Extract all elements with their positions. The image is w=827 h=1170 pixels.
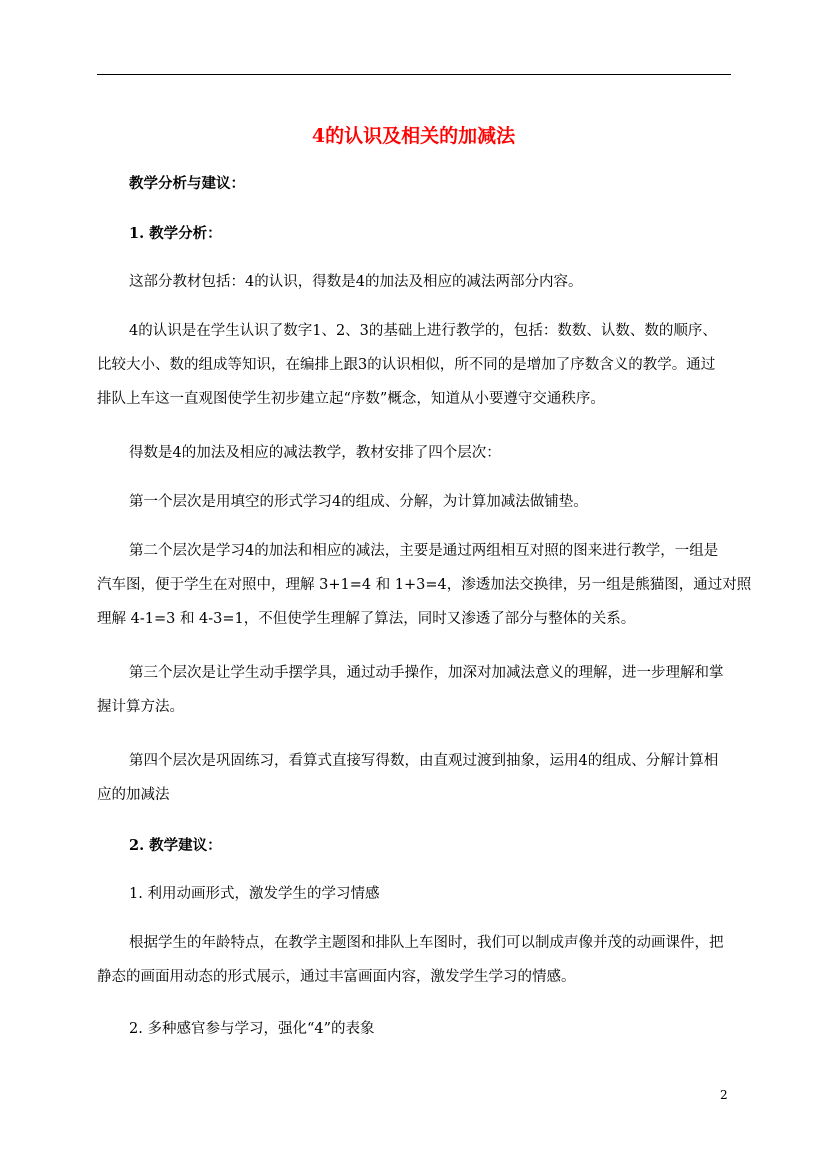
paragraph-2-line-3: 排队上车这一直观图使学生初步建立起“序数”概念，知道从小要遵守交通秩序。 bbox=[97, 391, 605, 407]
paragraph-9-line-2: 静态的画面用动态的形式展示，通过丰富画面内容，激发学生学习的情感。 bbox=[97, 969, 576, 985]
paragraph-2 bbox=[97, 314, 731, 416]
heading-analysis-advice bbox=[97, 167, 731, 201]
paragraph-7-line-2: 应的加减法 bbox=[97, 787, 170, 803]
paragraph-10-text: 2. 多种感官参与学习，强化“4”的表象 bbox=[129, 1021, 375, 1037]
page-number: 2 bbox=[720, 1088, 728, 1102]
paragraph-3 bbox=[97, 436, 731, 470]
paragraph-7 bbox=[97, 744, 731, 812]
paragraph-6-line-1: 第三个层次是让学生动手摆学具，通过动手操作，加深对加减法意义的理解，进一步理解和掌 bbox=[129, 665, 724, 681]
header-rule bbox=[97, 74, 731, 75]
paragraph-4 bbox=[97, 485, 731, 519]
paragraph-8 bbox=[97, 877, 731, 911]
paragraph-6-line-2: 握计算方法。 bbox=[97, 699, 184, 715]
paragraph-2-line-2: 比较大小、数的组成等知识，在编排上跟3的认识相似，所不同的是增加了序数含义的教学。通过 bbox=[97, 357, 716, 373]
paragraph-9 bbox=[97, 926, 731, 994]
heading-advice-text: 2. 教学建议： bbox=[129, 837, 222, 854]
paragraph-5-line-3: 理解 4-1=3 和 4-3=1，不但使学生理解了算法，同时又渗透了部分与整体的关系。 bbox=[97, 611, 636, 627]
paragraph-6 bbox=[97, 656, 731, 724]
paragraph-5 bbox=[97, 534, 752, 636]
heading-advice bbox=[97, 829, 731, 863]
paragraph-1 bbox=[97, 265, 731, 299]
heading-analysis-advice-text: 教学分析与建议： bbox=[129, 175, 245, 192]
paragraph-7-line-1: 第四个层次是巩固练习，看算式直接写得数，由直观过渡到抽象，运用4的组成、分解计算相 bbox=[129, 753, 719, 769]
paragraph-2-line-1: 4的认识是在学生认识了数字1、2、3的基础上进行教学的，包括：数数、认数、数的顺序、 bbox=[129, 323, 717, 339]
paragraph-5-line-2: 汽车图，便于学生在对照中，理解 3+1=4 和 1+3=4，渗透加法交换律，另一组是熊猫图，通过对照 bbox=[97, 577, 752, 593]
heading-analysis bbox=[97, 217, 731, 251]
heading-analysis-text: 1. 教学分析： bbox=[129, 225, 222, 242]
paragraph-1-text: 这部分教材包括：4的认识，得数是4的加法及相应的减法两部分内容。 bbox=[129, 274, 583, 290]
paragraph-8-text: 1. 利用动画形式，激发学生的学习情感 bbox=[129, 886, 380, 902]
paragraph-9-line-1: 根据学生的年龄特点，在教学主题图和排队上车图时，我们可以制成声像并茂的动画课件，把 bbox=[129, 935, 724, 951]
paragraph-10 bbox=[97, 1012, 731, 1046]
page-title: 4的认识及相关的加减法 bbox=[311, 125, 516, 147]
paragraph-3-text: 得数是4的加法及相应的减法教学，教材安排了四个层次： bbox=[129, 445, 501, 461]
paragraph-5-line-1: 第二个层次是学习4的加法和相应的减法，主要是通过两组相互对照的图来进行教学，一组是 bbox=[129, 543, 719, 559]
paragraph-4-text: 第一个层次是用填空的形式学习4的组成、分解，为计算加减法做铺垫。 bbox=[129, 494, 588, 510]
